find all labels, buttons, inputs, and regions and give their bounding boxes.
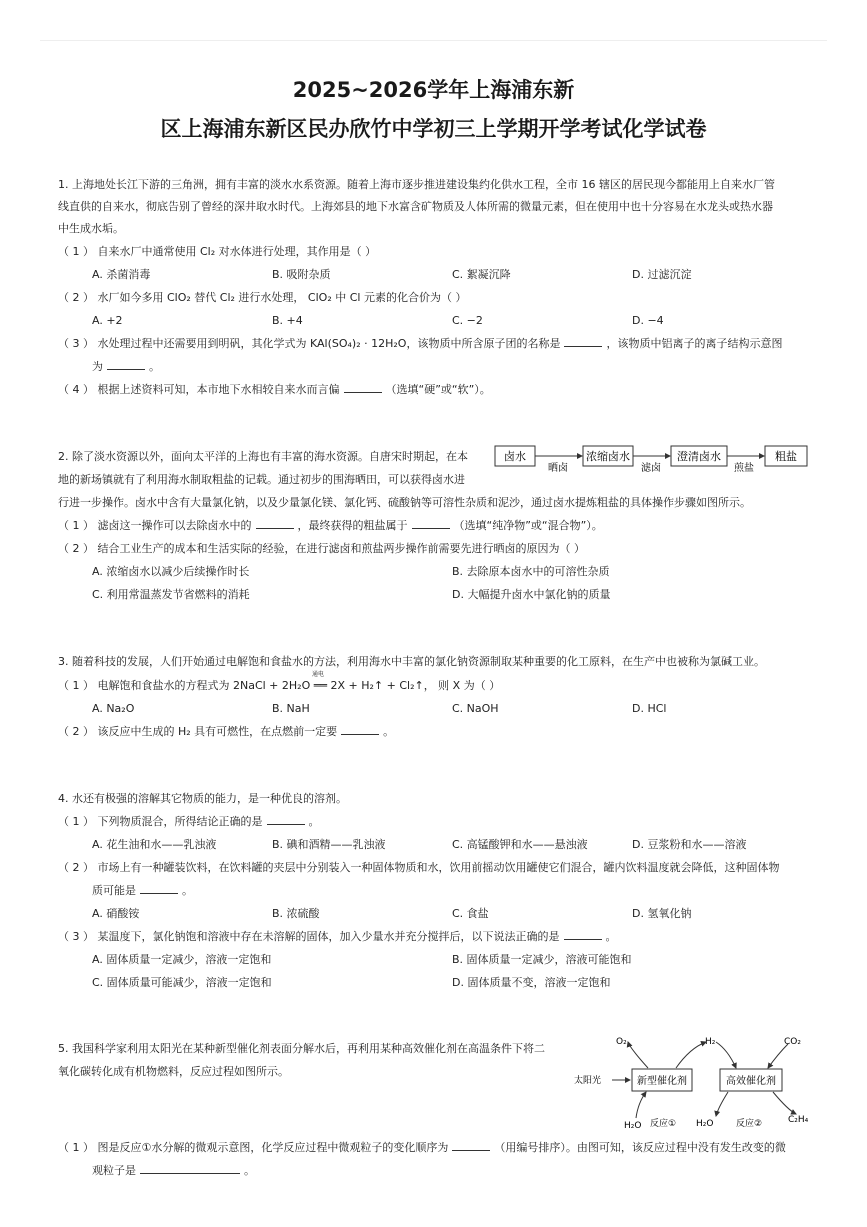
- q4-sub2-line2: [92, 883, 193, 899]
- q5-sub1-line2: [92, 1163, 255, 1179]
- q4-sub2-option-c[interactable]: C. 食盐: [452, 907, 489, 920]
- q4-sub3-option-a[interactable]: A. 固体质量一定减少，溶液一定饱和: [92, 953, 272, 966]
- q5-label-h2o-a: H₂O: [624, 1121, 642, 1131]
- q1-sub4-text-b: （选填“硬”或“软”）。: [385, 383, 491, 396]
- q1-sub3-blank2[interactable]: [107, 359, 145, 370]
- q4-sub3-option-c[interactable]: C. 固体质量可能减少，溶液一定饱和: [92, 976, 272, 989]
- q2-sub2-option-a[interactable]: A. 浓缩卤水以减少后续操作时长: [92, 565, 250, 578]
- q5-sub1-text-b: （用编号排序）。由图可知，该反应过程中没有发生改变的微: [494, 1141, 786, 1154]
- q2-sub2-option-b[interactable]: B. 去除原本卤水中的可溶性杂质: [452, 565, 610, 578]
- q5-arrow-to-o2: [628, 1042, 648, 1068]
- q3-sub1-option-d[interactable]: D. HCl: [632, 702, 667, 715]
- q1-sub2-option-c[interactable]: C. −2: [452, 314, 483, 327]
- q2-sub1-blank2[interactable]: [412, 518, 450, 529]
- q3-sub1: （ 1 ） 电解饱和食盐水的方程式为 2NaCl + 2H₂O ══ 2X + H₂↑ + Cl₂↑， 则 X 为（ ）: [58, 679, 501, 692]
- q5-box-efficient-catalyst-label: 高效催化剂: [726, 1076, 776, 1087]
- q5-arrow-water-out: [716, 1092, 728, 1116]
- q1-sub3-text-b: ，该物质中铝离子的离子结构示意图: [606, 337, 783, 350]
- q5-sub1-blank2[interactable]: [140, 1163, 240, 1174]
- q4-sub1-option-a[interactable]: A. 花生油和水——乳浊液: [92, 838, 217, 851]
- q1-sub1-option-a[interactable]: A. 杀菌消毒: [92, 268, 151, 281]
- q5-sub1-blank1[interactable]: [452, 1140, 490, 1151]
- q1-sub4-text-a: （ 4 ） 根据上述资料可知，本市地下水相较自来水而言偏: [58, 383, 340, 396]
- q5-intro-line2: 氧化碳转化成有机物燃料，反应过程如图所示。: [58, 1065, 289, 1078]
- q2-process-flow-diagram: [490, 440, 812, 474]
- flow-step-filtering: 滤卤: [641, 463, 661, 474]
- q2-sub1: [58, 518, 603, 534]
- q2-sub1-text-c: （选填“纯净物”或“混合物”）。: [453, 519, 603, 532]
- q3-sub2-text-a: （ 2 ） 该反应中生成的 H₂ 具有可燃性，在点燃前一定要: [58, 725, 338, 738]
- q1-intro-line1: 1. 上海地处长江下游的三角洲，拥有丰富的淡水水系资源。随着上海市逐步推进建设集约化供水工程，全市 16 辖区的居民现今都能用上自来水厂管: [58, 178, 775, 191]
- q1-sub1-option-d[interactable]: D. 过滤沉淀: [632, 268, 692, 281]
- q5-sub1-line1: [58, 1140, 786, 1156]
- q4-sub2-text-c: 。: [182, 884, 193, 897]
- q4-sub3-text-a: （ 3 ） 某温度下，氯化钠饱和溶液中存在未溶解的固体，加入少量水并充分搅拌后，以下说法正确的是: [58, 930, 560, 943]
- q1-intro-line3: 中生成水垢。: [58, 222, 124, 235]
- q3-intro: 3. 随着科技的发展，人们开始通过电解饱和食盐水的方法，利用海水中丰富的氯化钠资源制取某种重要的化工原料，在生产中也被称为氯碱工业。: [58, 655, 765, 668]
- q4-sub3-option-b[interactable]: B. 固体质量一定减少，溶液可能饱和: [452, 953, 632, 966]
- q3-sub1-option-a[interactable]: A. Na₂O: [92, 702, 135, 715]
- q1-sub3-text-a: （ 3 ） 水处理过程中还需要用到明矾，其化学式为 KAl(SO₄)₂ · 12H₂O，该物质中所含原子团的名称是: [58, 337, 561, 350]
- q5-label-c2h4: C₂H₄: [788, 1115, 809, 1125]
- q1-sub2: （ 2 ） 水厂如今多用 ClO₂ 替代 Cl₂ 进行水处理， ClO₂ 中 Cl 元素的化合价为（ ）: [58, 291, 467, 304]
- q1-sub1-option-b[interactable]: B. 吸附杂质: [272, 268, 331, 281]
- q5-label-reaction1: 反应①: [650, 1119, 677, 1129]
- q4-sub3-blank[interactable]: [564, 929, 602, 940]
- q4-sub2-option-a[interactable]: A. 硝酸铵: [92, 907, 140, 920]
- q1-sub1-option-c[interactable]: C. 絮凝沉降: [452, 268, 511, 281]
- q3-sub2: [58, 724, 394, 740]
- exam-title-line1: 2025~2026学年上海浦东新: [292, 78, 575, 102]
- q5-label-co2: CO₂: [784, 1037, 801, 1047]
- q5-arrow-to-c2h4: [773, 1092, 796, 1114]
- q3-sub2-blank[interactable]: [341, 724, 379, 735]
- q5-label-o2: O₂: [616, 1037, 627, 1047]
- q5-intro-line1: 5. 我国科学家利用太阳光在某种新型催化剂表面分解水后，再利用某种高效催化剂在高温条件下将二: [58, 1042, 545, 1055]
- q5-label-h2o-b: H₂O: [696, 1119, 714, 1129]
- q1-sub2-option-d[interactable]: D. −4: [632, 314, 664, 327]
- q4-sub3-text-b: 。: [605, 930, 617, 943]
- q5-box-new-catalyst-label: 新型催化剂: [637, 1076, 687, 1087]
- flow-step-boiling: 煎盐: [734, 463, 754, 474]
- q4-sub1-blank[interactable]: [267, 814, 305, 825]
- q5-label-sunlight: 太阳光: [574, 1076, 602, 1086]
- flow-box-concentrated-label: 浓缩卤水: [586, 450, 630, 463]
- q2-sub1-text-b: ，最终获得的粗盐属于: [297, 519, 408, 532]
- q5-sub1-text-a: （ 1 ） 图是反应①水分解的微观示意图，化学反应过程中微观粒子的变化顺序为: [58, 1141, 449, 1154]
- flow-arrowhead-1: [577, 453, 583, 459]
- q5-label-h2: H₂: [705, 1037, 716, 1047]
- q4-sub3: [58, 929, 617, 945]
- q1-sub1: （ 1 ） 自来水厂中通常使用 Cl₂ 对水体进行处理，其作用是（ ）: [58, 245, 377, 258]
- q1-sub3-text-c: 为: [92, 360, 103, 373]
- exam-title-line2: 区上海浦东新区民办欣竹中学初三上学期开学考试化学试卷: [160, 117, 707, 141]
- q2-intro-line1: 2. 除了淡水资源以外，面向太平洋的上海也有丰富的海水资源。自唐宋时期起，在本: [58, 450, 468, 463]
- q1-sub4-blank[interactable]: [344, 382, 382, 393]
- q4-sub2-text-b: 质可能是: [92, 884, 136, 897]
- q1-sub3-blank1[interactable]: [564, 336, 602, 347]
- q4-sub2-option-b[interactable]: B. 浓硫酸: [272, 907, 320, 920]
- q2-sub2-option-c[interactable]: C. 利用常温蒸发节省燃料的消耗: [92, 588, 250, 601]
- q5-sub1-text-d: 。: [244, 1164, 255, 1177]
- q1-intro-line2: 线直供的自来水，彻底告别了曾经的深井取水时代。上海郊县的地下水富含矿物质及人体所需的微量元素，但在使用中也十分容易在水龙头或热水器: [58, 200, 773, 213]
- q1-sub2-option-a[interactable]: A. +2: [92, 314, 123, 327]
- q1-sub4: [58, 382, 491, 398]
- q3-sub1-option-b[interactable]: B. NaH: [272, 702, 310, 715]
- q4-sub2-line1: （ 2 ） 市场上有一种罐装饮料，在饮料罐的夹层中分别装入一种固体物质和水，饮用前摇动饮用罐使它们混合，罐内饮料温度就会降低，这种固体物: [58, 861, 780, 874]
- q3-sub2-text-b: 。: [383, 725, 395, 738]
- flow-arrowhead-3: [759, 453, 765, 459]
- q4-sub1: [58, 814, 320, 830]
- flow-box-crude-salt-label: 粗盐: [775, 450, 797, 463]
- flow-arrowhead-2: [665, 453, 671, 459]
- q2-sub2: （ 2 ） 结合工业生产的成本和生活实际的经验，在进行滤卤和煎盐两步操作前需要先进行晒卤的原因为（ ）: [58, 542, 585, 555]
- q2-sub2-option-d[interactable]: D. 大幅提升卤水中氯化钠的质量: [452, 588, 611, 601]
- q4-sub1-option-c[interactable]: C. 高锰酸钾和水——悬浊液: [452, 838, 588, 851]
- q5-label-reaction2: 反应②: [736, 1119, 763, 1129]
- flow-box-brine-label: 卤水: [504, 450, 526, 463]
- q1-sub2-option-b[interactable]: B. +4: [272, 314, 303, 327]
- q1-sub3-text-d: 。: [149, 360, 160, 373]
- flow-step-drying: 晒卤: [548, 463, 568, 474]
- q2-intro-line3: 行进一步操作。卤水中含有大量氯化钠，以及少量氯化镁、氯化钙、硫酸钠等可溶性杂质和泥沙，通过卤水提炼粗盐的具体操作步骤如图所示。: [58, 496, 751, 509]
- q4-sub3-option-d[interactable]: D. 固体质量不变，溶液一定饱和: [452, 976, 611, 989]
- q5-sub1-text-c: 观粒子是: [92, 1164, 136, 1177]
- q2-sub1-blank1[interactable]: [256, 518, 294, 529]
- q4-sub2-option-d[interactable]: D. 氢氧化钠: [632, 907, 692, 920]
- flow-box-clarified-label: 澄清卤水: [677, 450, 721, 463]
- q4-intro: 4. 水还有极强的溶解其它物质的能力，是一种优良的溶剂。: [58, 792, 347, 805]
- q5-arrow-h2-to-catalyst: [716, 1042, 736, 1068]
- q1-sub3-line2: [92, 359, 160, 375]
- header-divider: [40, 40, 827, 41]
- q4-sub2-blank[interactable]: [140, 883, 178, 894]
- q4-sub1-option-b[interactable]: B. 碘和酒精——乳浊液: [272, 838, 386, 851]
- q4-sub1-text-a: （ 1 ） 下列物质混合，所得结论正确的是: [58, 815, 263, 828]
- q3-reaction-condition: 通电: [312, 671, 325, 678]
- q1-sub3-line1: [58, 336, 782, 352]
- q5-arrow-water-in: [636, 1092, 646, 1118]
- q5-arrow-to-h2: [676, 1042, 706, 1068]
- q2-sub1-text-a: （ 1 ） 滤卤这一操作可以去除卤水中的: [58, 519, 252, 532]
- q4-sub1-option-d[interactable]: D. 豆浆粉和水——溶液: [632, 838, 747, 851]
- q3-sub1-option-c[interactable]: C. NaOH: [452, 702, 499, 715]
- q4-sub1-text-b: 。: [308, 815, 320, 828]
- q2-intro-line2: 地的新场镇就有了利用海水制取粗盐的记载。通过初步的围海晒田，可以获得卤水进: [58, 473, 465, 486]
- q5-reaction-cycle-diagram: [568, 1028, 818, 1132]
- q5-arrow-co2-to-catalyst: [768, 1044, 788, 1068]
